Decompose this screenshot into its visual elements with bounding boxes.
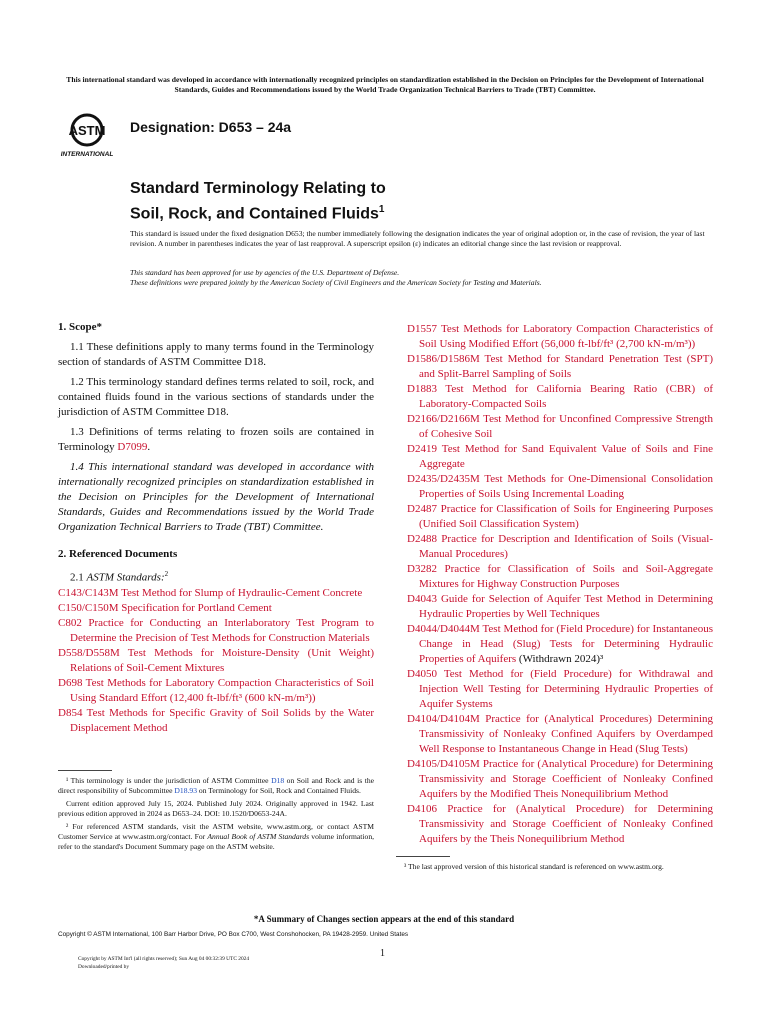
ref-item xyxy=(58,601,374,616)
approval-note-2: These definitions were prepared jointly by the American Society of Civil Engineers and the American Society for Testing and Materials. xyxy=(130,278,542,287)
ref-withdrawn-note: (Withdrawn 2024)³ xyxy=(516,653,604,665)
ref-code-link[interactable]: D4044/D4044M xyxy=(407,623,480,635)
scope-1-2: 1.2 This terminology standard defines terms related to soil, rock, and contained fluids found in the various sections of standards under the jurisdiction of ASTM Committee D18. xyxy=(58,376,374,418)
scope-1-4: 1.4 This international standard was developed in accordance with internationally recognized principles on standardization established in the Decision on Principles for the Development of International Standards, Guides and Recommendations issued by the World Trade Organization Technical Barriers to Trade (TBT) Committee. xyxy=(58,461,374,533)
footnotes-left xyxy=(58,776,374,855)
ref-item xyxy=(407,622,713,667)
ref-title-link[interactable]: Practice for Conducting an Interlaboratory Test Program to Determine the Precision of Test Methods for Construction Materials xyxy=(70,616,374,644)
footnote-3: ³ The last approved version of this historical standard is referenced on www.astm.org. xyxy=(404,862,664,871)
ref-item xyxy=(58,616,374,646)
ref-code-link[interactable]: D2435/D2435M xyxy=(407,473,480,485)
footnote-rule-right xyxy=(396,856,450,857)
footnote-1: ¹ This terminology is under the jurisdiction of ASTM Committee D18 on Soil and Rock and is the direct responsibility of Subcommittee D18.93 on Terminology for Soil, Rock and Contained Fluids. xyxy=(58,776,374,795)
ref-item xyxy=(407,502,713,532)
ref-link-d7099[interactable]: D7099 xyxy=(117,441,148,453)
logo-sub: INTERNATIONAL xyxy=(60,151,114,158)
ref-code-link[interactable]: D3282 xyxy=(407,563,437,575)
ref-title-link[interactable]: Test Method for Slump of Hydraulic-Cement Concrete xyxy=(118,586,363,599)
ref-title-link[interactable]: Test Methods for One-Dimensional Consolidation Properties of Soils Using Incremental Loading xyxy=(419,473,713,500)
ref-item xyxy=(407,532,713,562)
ref-title-link[interactable]: Test Methods for Moisture-Density (Unit Weight) Relations of Soil-Cement Mixtures xyxy=(70,646,374,674)
ref-code-link[interactable]: D854 xyxy=(58,706,83,719)
ref-title-link[interactable]: Practice for (Analytical Procedure) for Determining Transmissivity and Storage Coefficient of Nonleaky Confined Aquifers by the Theis Nonequilibrium Method xyxy=(419,803,713,845)
ref-item xyxy=(58,676,374,706)
ref-title-link[interactable]: Practice for (Analytical Procedures) Determining Transmissivity of Nonleaky Confined Aquifers by Overdamped Well Response to Instantaneous Change in Head (Slug Tests) xyxy=(419,713,713,755)
ref-title-link[interactable]: Test Method for California Bearing Ratio (CBR) of Laboratory-Compacted Soils xyxy=(419,383,713,410)
footnote-rule-left xyxy=(58,770,112,771)
ref-title-link[interactable]: Test Method for Sand Equivalent Value of Soils and Fine Aggregate xyxy=(419,443,713,470)
committee-link[interactable]: D18 xyxy=(271,776,285,785)
ref-title-link[interactable]: Practice for Classification of Soils for Engineering Purposes (Unified Soil Classification System) xyxy=(419,503,713,530)
ref-title-link[interactable]: Test Method for Standard Penetration Test (SPT) and Split-Barrel Sampling of Soils xyxy=(419,353,713,380)
summary-of-changes-note: *A Summary of Changes section appears at the end of this standard xyxy=(253,914,515,924)
ref-title-link[interactable]: Practice for Classification of Soils and Soil-Aggregate Mixtures for Highway Construction Purposes xyxy=(419,563,713,590)
ref-item xyxy=(407,442,713,472)
ref-code-link[interactable]: D558/D558M xyxy=(58,646,120,659)
ref-list-left xyxy=(58,586,374,736)
ref-title-link[interactable]: Practice for Description and Identification of Soils (Visual-Manual Procedures) xyxy=(419,533,713,560)
ref-item xyxy=(58,646,374,676)
page-number: 1 xyxy=(380,948,385,959)
scope-1-3: 1.3 Definitions of terms relating to frozen soils are contained in Terminology D7099. xyxy=(58,426,374,453)
ref-item xyxy=(407,412,713,442)
ref-code-link[interactable]: D1586/D1586M xyxy=(407,353,480,365)
ref-list-right xyxy=(407,322,713,847)
ref-code-link[interactable]: D4105/D4105M xyxy=(407,758,480,770)
download-stamp: Copyright by ASTM Int'l (all rights reserved); Sun Aug 04 00:32:39 UTC 2024 Downloaded/printed by xyxy=(78,956,250,970)
ref-item xyxy=(58,706,374,736)
ref-code-link[interactable]: D4106 xyxy=(407,803,437,815)
ref-code-link[interactable]: C802 xyxy=(58,616,82,629)
title-line-2: Soil, Rock, and Contained Fluids xyxy=(130,205,379,223)
footnote-1-edition: Current edition approved July 15, 2024. Published July 2024. Originally approved in 1942. Last previous edition approved in 2024 as D653–24. DOI: 10.1520/D0653-24A. xyxy=(58,799,374,818)
ref-title-link[interactable]: Test Method for (Field Procedure) for Withdrawal and Injection Well Testing for Determining Hydraulic Properties of Aquifer Systems xyxy=(419,668,713,710)
ref-code-link[interactable]: D1557 xyxy=(407,323,437,335)
copyright-line: Copyright © ASTM International, 100 Barr Harbor Drive, PO Box C700, West Conshohocken, PA 19428-2959. United States xyxy=(58,931,409,938)
left-column xyxy=(58,320,374,736)
ref-item xyxy=(407,592,713,622)
astm-logo-icon xyxy=(60,112,114,160)
ref-code-link[interactable]: C143/C143M xyxy=(58,586,119,599)
astm-standards-sub: 2.1 ASTM Standards:$^2$ xyxy=(70,570,169,584)
ref-title-link[interactable]: Practice for (Analytical Procedure) for Determining Transmissivity and Storage Coefficient of Nonleaky Confined Aquifers by the Modified Theis Nonequilibrium Method xyxy=(419,758,713,800)
approval-notes xyxy=(130,268,714,288)
ref-item xyxy=(407,802,713,847)
ref-title-link[interactable]: Test Method for Unconfined Compressive Strength of Cohesive Soil xyxy=(419,413,713,440)
ref-code-link[interactable]: D2487 xyxy=(407,503,437,515)
right-column xyxy=(407,322,713,847)
ref-item xyxy=(407,562,713,592)
ref-item xyxy=(407,382,713,412)
ref-title-link[interactable]: Specification for Portland Cement xyxy=(118,601,272,614)
ref-code-link[interactable]: D698 xyxy=(58,676,83,689)
issuance-note: This standard is issued under the fixed designation D653; the number immediately following the designation indicates the year of original adoption or, in the case of revision, the year of last revision. A number in parentheses indicates the year of last reapproval. A superscript epsilon (ε) indicates an editorial change since the last revision or reapproval. xyxy=(130,229,705,248)
designation: Designation: D653 – 24a xyxy=(130,119,292,135)
ref-item xyxy=(407,712,713,757)
refdocs-heading: 2. Referenced Documents xyxy=(58,548,178,560)
footnotes-right xyxy=(396,862,712,875)
ref-code-link[interactable]: D4050 xyxy=(407,668,437,680)
ref-code-link[interactable]: D1883 xyxy=(407,383,437,395)
logo-word: ASTM xyxy=(68,123,106,138)
ref-code-link[interactable]: D2419 xyxy=(407,443,437,455)
ref-code-link[interactable]: D4043 xyxy=(407,593,437,605)
ref-code-link[interactable]: C150/C150M xyxy=(58,601,119,614)
ref-title-link[interactable]: Test Methods for Specific Gravity of Soil Solids by the Water Displacement Method xyxy=(70,706,374,734)
document-title xyxy=(130,178,386,224)
title-footnote-mark: 1 xyxy=(378,204,385,215)
ref-title-link[interactable]: Test Methods for Laboratory Compaction Characteristics of Soil Using Modified Effort (56,000 ft-lbf/ft³ (2,700 kN-m/m³)) xyxy=(419,323,713,350)
approval-note-1: This standard has been approved for use by agencies of the U.S. Department of Defense. xyxy=(130,268,400,277)
ref-title-link[interactable]: Test Methods for Laboratory Compaction Characteristics of Soil Using Standard Effort (12,400 ft-lbf/ft³ (600 kN-m/m³)) xyxy=(70,676,374,704)
ref-item xyxy=(58,586,374,601)
title-line-1: Standard Terminology Relating to xyxy=(130,180,386,197)
scope-heading: 1. Scope* xyxy=(58,321,102,333)
ref-code-link[interactable]: D2488 xyxy=(407,533,437,545)
ref-title-link[interactable]: Guide for Selection of Aquifer Test Method in Determining Hydraulic Properties by Well Techniques xyxy=(419,593,713,620)
scope-1-1: 1.1 These definitions apply to many terms found in the Terminology section of standards of ASTM Committee D18. xyxy=(58,341,374,368)
ref-item xyxy=(407,667,713,712)
ref-item xyxy=(407,352,713,382)
tbt-notice: This international standard was developed in accordance with internationally recognized principles on standardization established in the Decision on Principles for the Development of International Standards, Guides and Recommendations issued by the World Trade Organization Technical Barriers to Trade (TBT) Committee. xyxy=(66,75,704,94)
ref-item xyxy=(407,472,713,502)
ref-code-link[interactable]: D2166/D2166M xyxy=(407,413,480,425)
footnote-2: ² For referenced ASTM standards, visit the ASTM website, www.astm.org, or contact ASTM Customer Service at www.astm.org/contact. For Annual Book of ASTM Standards volume information, refer to the standard's Document Summary page on the ASTM website. xyxy=(58,822,375,851)
ref-code-link[interactable]: D4104/D4104M xyxy=(407,713,480,725)
ref-item xyxy=(407,757,713,802)
ref-item xyxy=(407,322,713,352)
subcommittee-link[interactable]: D18.93 xyxy=(174,786,197,795)
ref-title-link[interactable]: Test Method for (Field Procedure) for Instantaneous Change in Head (Slug) Tests for Determining Hydraulic Properties of Aquifers xyxy=(419,623,713,665)
